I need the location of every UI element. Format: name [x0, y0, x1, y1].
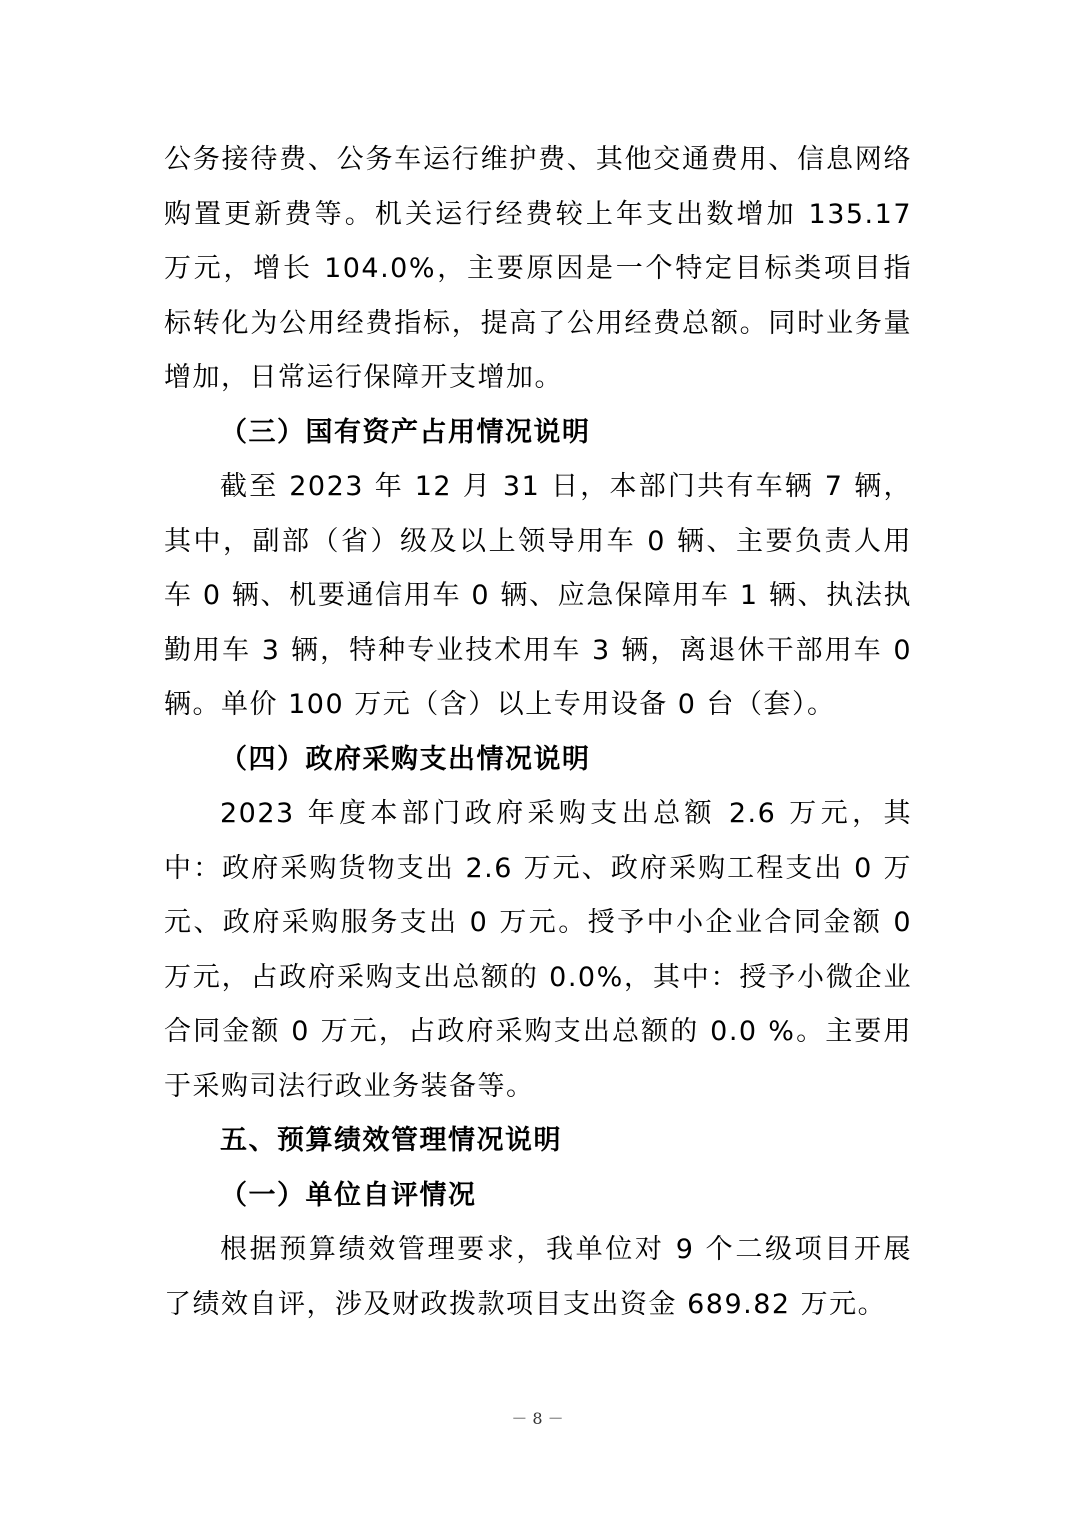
- document-body: [164, 133, 912, 1332]
- paragraph-state-assets: 截至 2023 年 12 月 31 日，本部门共有车辆 7 辆，其中，副部（省）级及以上领导用车 0 辆、主要负责人用车 0 辆、机要通信用车 0 辆、应急保障用车 1 辆、执法执勤用车 3 辆，特种专业技术用车 3 辆，离退休干部用车 0 辆。单价 100 万元（含）以上专用设备 0 台（套）。: [164, 471, 912, 720]
- paragraph-government-procurement: 2023 年度本部门政府采购支出总额 2.6 万元，其中：政府采购货物支出 2.6 万元、政府采购工程支出 0 万元、政府采购服务支出 0 万元。授予中小企业合同金额 0 万元，占政府采购支出总额的 0.0%，其中：授予小微企业合同金额 0 万元，占政府采购支出总额的 0.0 %。主要用于采购司法行政业务装备等。: [164, 798, 912, 1102]
- page-number: － 8 －: [511, 1409, 564, 1428]
- paragraph-admin-expenses: 公务接待费、公务车运行维护费、其他交通费用、信息网络购置更新费等。机关运行经费较上年支出数增加 135.17 万元，增长 104.0%，主要原因是一个特定目标类项目指标转化为公用经费指标，提高了公用经费总额。同时业务量增加，日常运行保障开支增加。: [164, 144, 912, 393]
- paragraph-self-evaluation: 根据预算绩效管理要求，我单位对 9 个二级项目开展了绩效自评，涉及财政拨款项目支出资金 689.82 万元。: [164, 1234, 912, 1320]
- section-heading-state-assets: （三）国有资产占用情况说明: [220, 416, 591, 448]
- section-heading-self-evaluation: （一）单位自评情况: [220, 1179, 477, 1211]
- section-heading-government-procurement: （四）政府采购支出情况说明: [220, 743, 591, 775]
- section-heading-performance-management: 五、预算绩效管理情况说明: [220, 1125, 562, 1156]
